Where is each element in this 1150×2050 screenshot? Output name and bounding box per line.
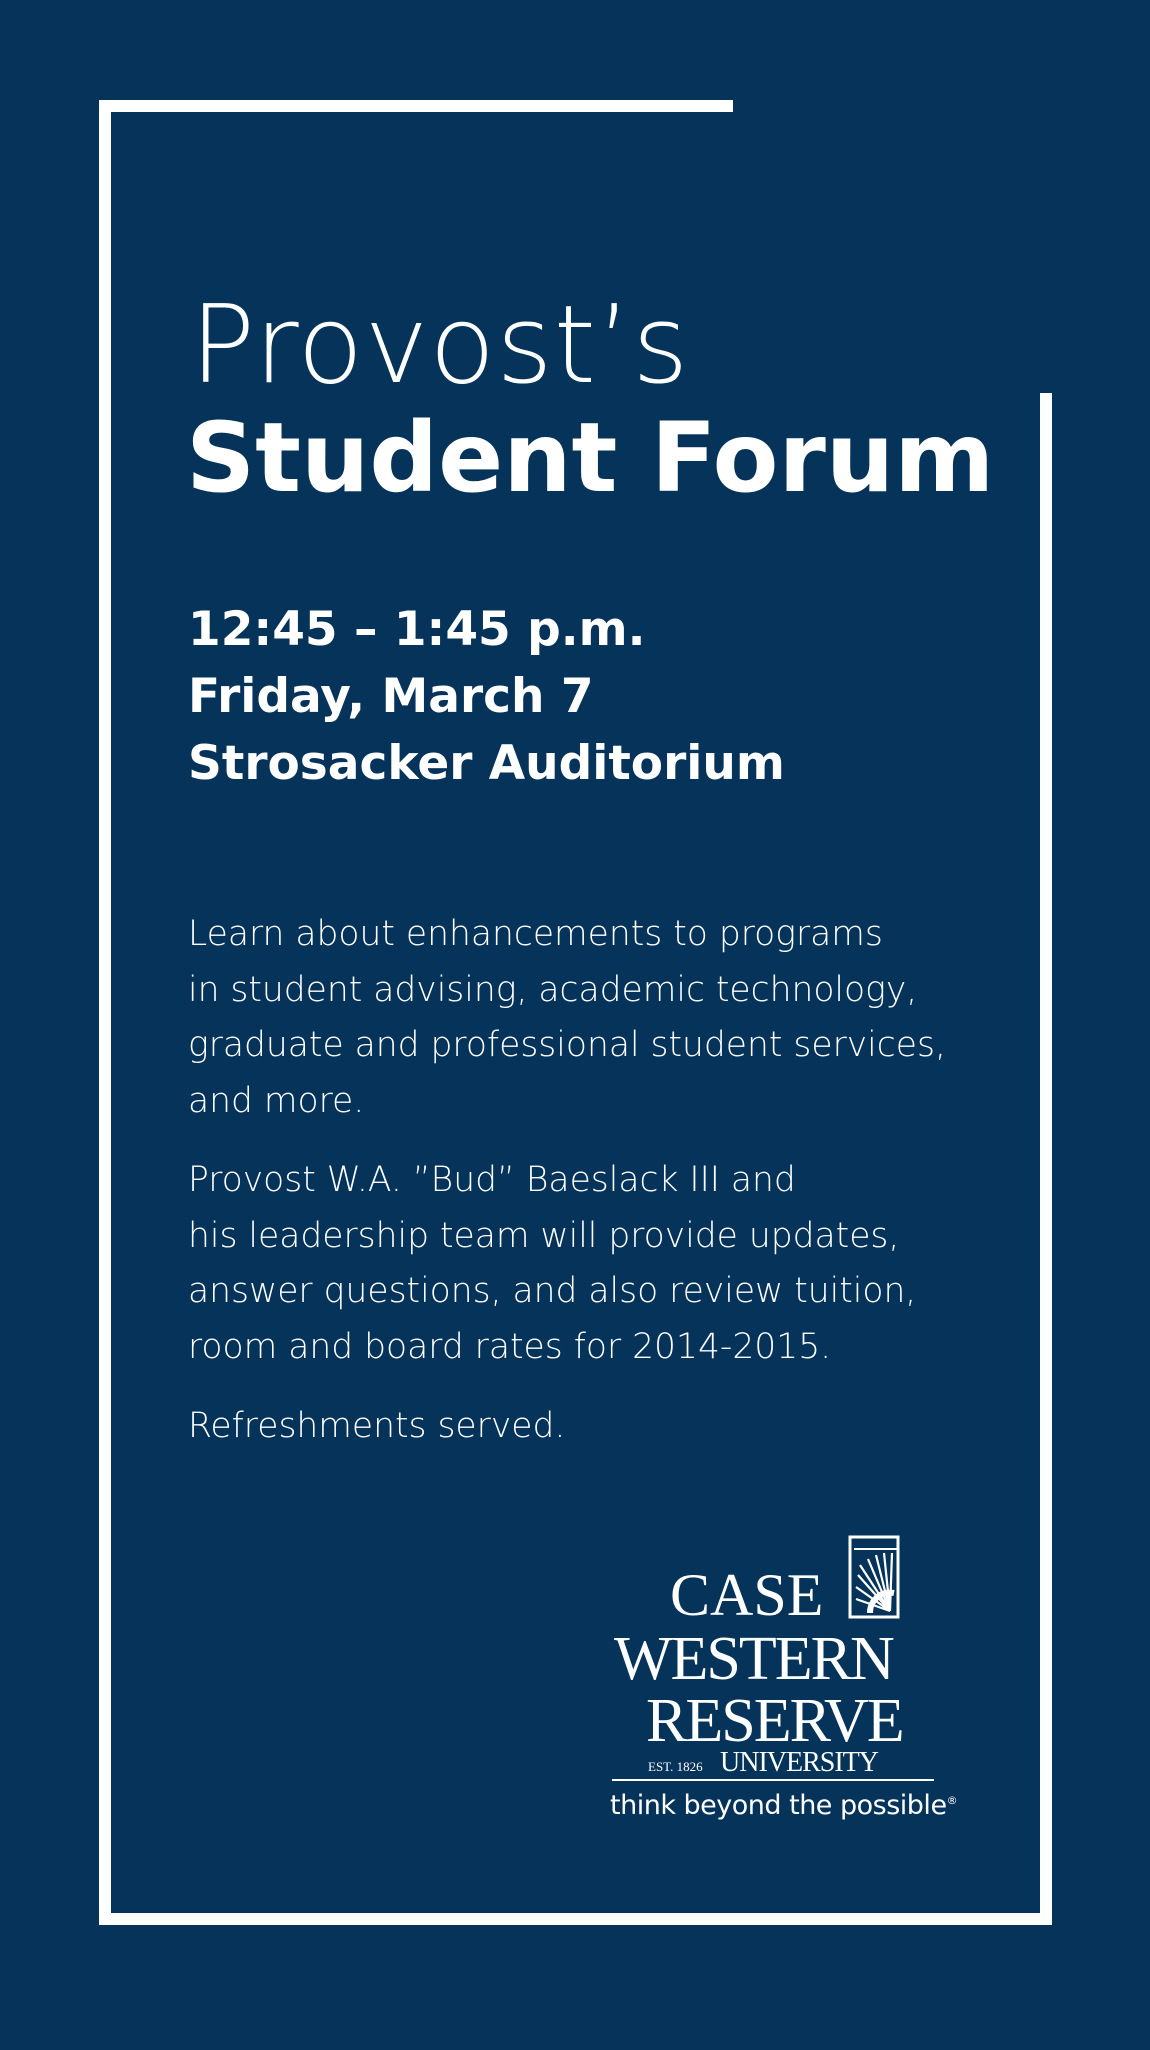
logo-tagline	[610, 1790, 957, 1821]
paragraph-provost	[188, 1153, 916, 1375]
paragraph-refreshments: Refreshments served.	[188, 1406, 566, 1446]
paragraph-line: room and board rates for 2014-2015.	[188, 1326, 832, 1367]
paragraph-line: answer questions, and also review tuition,	[188, 1271, 917, 1311]
logo-reserve: RESERVE	[646, 1687, 903, 1755]
trademark-symbol: ®	[946, 1794, 958, 1807]
event-time: 12:45 – 1:45 p.m.	[188, 602, 646, 657]
event-date: Friday, March 7	[188, 669, 594, 724]
event-details	[188, 596, 785, 797]
frame-right-border	[1040, 393, 1052, 1925]
university-logo	[608, 1535, 948, 1825]
logo-wordmark	[608, 1535, 948, 1785]
frame-top-border	[99, 100, 733, 112]
paragraph-enhancements	[188, 907, 946, 1129]
paragraph-line: Provost W.A. ”Bud” Baeslack III and	[188, 1160, 796, 1200]
logo-case: CASE	[670, 1562, 824, 1628]
sunburst-icon	[850, 1537, 898, 1617]
logo-university: UNIVERSITY	[720, 1747, 878, 1778]
frame-left-border	[99, 100, 111, 1925]
tagline-text: think beyond the possible	[610, 1790, 947, 1821]
paragraph-line: in student advising, academic technology,	[188, 969, 918, 1010]
paragraph-line: his leadership team will provide updates,	[188, 1215, 900, 1256]
paragraph-line: and more.	[188, 1080, 365, 1121]
logo-western: WESTERN	[614, 1625, 893, 1693]
logo-est: EST. 1826	[648, 1759, 703, 1774]
title-student-forum: Student Forum	[186, 402, 995, 514]
paragraph-line: Learn about enhancements to programs	[188, 914, 883, 954]
title-provosts: Provost’s	[190, 283, 690, 408]
frame-bottom-border	[99, 1913, 1052, 1925]
event-location: Strosacker Auditorium	[188, 736, 785, 791]
paragraph-line: graduate and professional student services,	[188, 1025, 946, 1065]
